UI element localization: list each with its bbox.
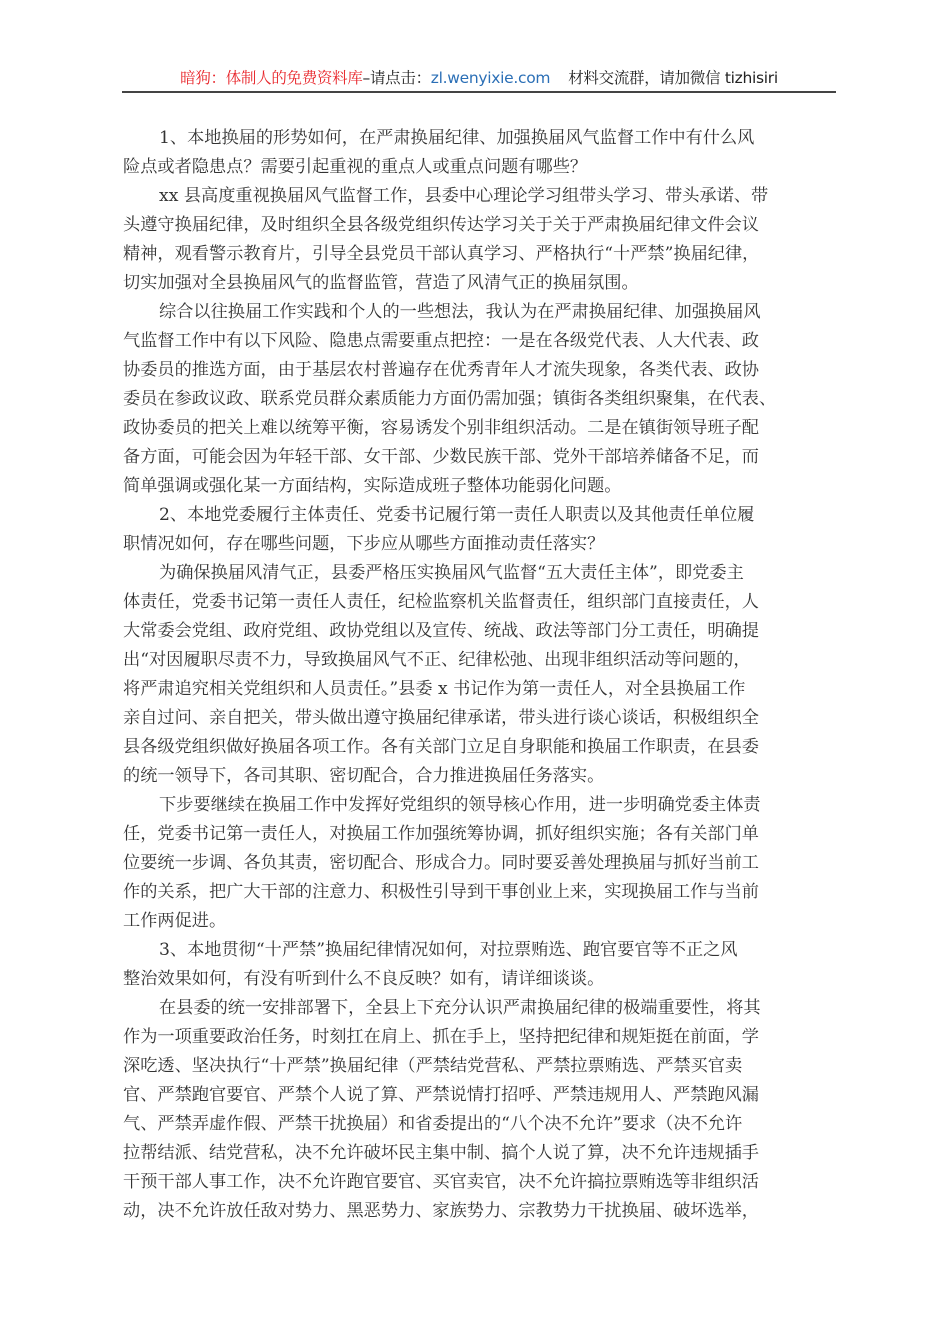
paragraph-first-line: xx 县高度重视换届风气监督工作，县委中心理论学习组带头学习、带头承诺、带 [159, 186, 769, 206]
paragraph-line: 委员在参政议政、联系党员群众素质能力方面仍需加强；镇街各类组织聚集，在代表、 [123, 389, 777, 409]
paragraph-line: 体责任，党委书记第一责任人责任，纪检监察机关监督责任，组织部门直接责任，人 [123, 592, 759, 612]
paragraph-first-line: 3、本地贯彻“十严禁”换届纪律情况如何，对拉票贿选、跑官要官等不正之风 [159, 940, 738, 960]
paragraph-line: 官、严禁跑官要官、严禁个人说了算、严禁说情打招呼、严禁违规用人、严禁跑风漏 [123, 1085, 759, 1105]
paragraph-line: 精神，观看警示教育片，引导全县党员干部认真学习、严格执行“十严禁”换届纪律， [123, 244, 760, 264]
header-separator: –请点击： [362, 69, 431, 87]
paragraph-line: 协委员的推选方面，由于基层农村普遍存在优秀青年人才流失现象，各类代表、政协 [123, 360, 759, 380]
paragraph-first-line: 在县委的统一安排部署下，全县上下充分认识严肃换届纪律的极端重要性，将其 [159, 998, 761, 1018]
header-contact: 材料交流群，请加微信 tizhisiri [568, 69, 778, 87]
paragraph-line: 深吃透、坚决执行“十严禁”换届纪律（严禁结党营私、严禁拉票贿选、严禁买官卖 [123, 1056, 743, 1076]
paragraph-line: 作为一项重要政治任务，时刻扛在肩上、抓在手上，坚持把纪律和规矩挺在前面，学 [123, 1027, 759, 1047]
header-brand: 暗狗：体制人的免费资料库 [180, 69, 363, 87]
paragraph-line: 头遵守换届纪律，及时组织全县各级党组织传达学习关于关于严肃换届纪律文件会议 [123, 215, 759, 235]
paragraph-first-line: 2、本地党委履行主体责任、党委书记履行第一责任人职责以及其他责任单位履 [159, 505, 755, 525]
paragraph-line: 备方面，可能会因为年轻干部、女干部、少数民族干部、党外干部培养储备不足，而 [123, 447, 759, 467]
paragraph-line: 大常委会党组、政府党组、政协党组以及宣传、统战、政法等部门分工责任，明确提 [123, 621, 759, 641]
paragraph-line: 将严肃追究相关党组织和人员责任。”县委 x 书记作为第一责任人，对全县换届工作 [123, 679, 746, 699]
paragraph-line: 整治效果如何，有没有听到什么不良反映？如有，请详细谈谈。 [123, 969, 605, 989]
paragraph-line: 的统一领导下，各司其职、密切配合，合力推进换届任务落实。 [123, 766, 605, 786]
paragraph-line: 任，党委书记第一责任人，对换届工作加强统筹协调，抓好组织实施；各有关部门单 [123, 824, 759, 844]
paragraph-line: 气监督工作中有以下风险、隐患点需要重点把控：一是在各级党代表、人大代表、政 [123, 331, 759, 351]
paragraph-line: 作的关系，把广大干部的注意力、积极性引导到干事创业上来，实现换届工作与当前 [123, 882, 759, 902]
paragraph-first-line: 1、本地换届的形势如何，在严肃换届纪律、加强换届风气监督工作中有什么风 [159, 128, 755, 148]
paragraph-line: 职情况如何，存在哪些问题，下步应从哪些方面推动责任落实？ [123, 534, 605, 554]
paragraph-first-line: 综合以往换届工作实践和个人的一些想法，我认为在严肃换届纪律、加强换届风 [159, 302, 761, 322]
paragraph-line: 县各级党组织做好换届各项工作。各有关部门立足自身职能和换届工作职责，在县委 [123, 737, 759, 757]
paragraph-line: 干预干部人事工作，决不允许跑官要官、买官卖官，决不允许搞拉票贿选等非组织活 [123, 1172, 759, 1192]
paragraph-line: 动，决不允许放任敌对势力、黑恶势力、家族势力、宗教势力干扰换届、破坏选举， [123, 1201, 759, 1221]
header-rule-divider [122, 91, 836, 93]
paragraph-line: 出“对因履职尽责不力，导致换届风气不正、纪律松弛、出现非组织活动等问题的， [123, 650, 751, 670]
paragraph-line: 险点或者隐患点？需要引起重视的重点人或重点问题有哪些？ [123, 157, 588, 177]
paragraph-line: 工作两促进。 [123, 911, 227, 931]
paragraph-first-line: 为确保换届风清气正，县委严格压实换届风气监督“五大责任主体”，即党委主 [159, 563, 744, 583]
paragraph-line: 拉帮结派、结党营私，决不允许破坏民主集中制、搞个人说了算，决不允许违规插手 [123, 1143, 759, 1163]
paragraph-line: 政协委员的把关上难以统筹平衡，容易诱发个别非组织活动。二是在镇街领导班子配 [123, 418, 759, 438]
paragraph-line: 气、严禁弄虚作假、严禁干扰换届）和省委提出的“八个决不允许”要求（决不允许 [123, 1114, 743, 1134]
paragraph-line: 亲自过问、亲自把关，带头做出遵守换届纪律承诺，带头进行谈心谈话，积极组织全 [123, 708, 759, 728]
paragraph-line: 切实加强对全县换届风气的监督监管，营造了风清气正的换届氛围。 [123, 273, 639, 293]
document-body [123, 124, 853, 1226]
paragraph-line: 简单强调或强化某一方面结构，实际造成班子整体功能弱化问题。 [123, 476, 622, 496]
paragraph-line: 位要统一步调、各负其责，密切配合、形成合力。同时要妥善处理换届与抓好当前工 [123, 853, 759, 873]
paragraph-first-line: 下步要继续在换届工作中发挥好党组织的领导核心作用，进一步明确党委主体责 [159, 795, 761, 815]
page-header [122, 66, 836, 92]
header-url-link[interactable]: zl.wenyixie.com [430, 69, 551, 87]
